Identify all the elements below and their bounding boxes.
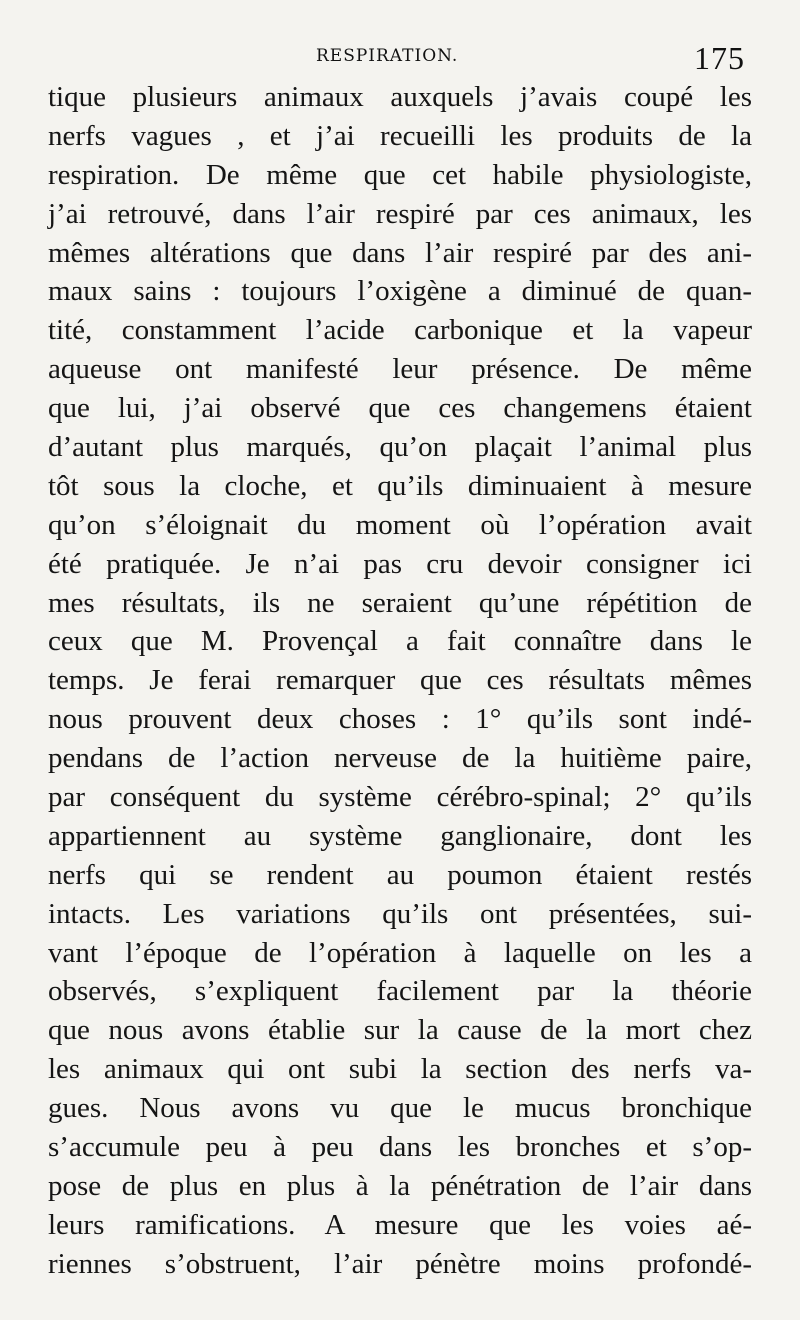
text-line: riennes s’obstruent, l’air pénètre moins profondé- [48, 1247, 752, 1280]
text-line: tôt sous la cloche, et qu’ils diminuaient à mesure [48, 469, 752, 502]
text-line: que nous avons établie sur la cause de la mort chez [48, 1014, 752, 1047]
text-line: s’accumule peu à peu dans les bronches et s’op- [48, 1131, 752, 1164]
text-line: que lui, j’ai observé que ces changemens étaient [48, 392, 752, 425]
text-line: tique plusieurs animaux auxquels j’avais coupé les [48, 81, 752, 113]
page-number: 175 [694, 40, 745, 76]
text-line: gues. Nous avons vu que le mucus bronchique [48, 1092, 752, 1125]
text-line: aqueuse ont manifesté leur présence. De même [48, 353, 752, 386]
running-head: RESPIRATION. [316, 46, 459, 66]
text-line: nerfs vagues , et j’ai recueilli les produits de la [48, 119, 752, 152]
text-line: vant l’époque de l’opération à laquelle on les a [48, 936, 752, 969]
text-line: leurs ramifications. A mesure que les voies aé- [48, 1208, 752, 1241]
text-line: pendans de l’action nerveuse de la huitième paire, [48, 742, 752, 775]
body-text [48, 78, 752, 1284]
text-line: appartiennent au système ganglionaire, dont les [48, 819, 752, 852]
text-line: les animaux qui ont subi la section des nerfs va- [48, 1053, 752, 1086]
text-line: respiration. De même que cet habile physiologiste, [48, 158, 752, 191]
text-line: intacts. Les variations qu’ils ont présentées, sui- [48, 897, 752, 930]
text-line: tité, constamment l’acide carbonique et la vapeur [48, 314, 752, 347]
text-line: nerfs qui se rendent au poumon étaient restés [48, 858, 752, 891]
text-line: par conséquent du système cérébro-spinal; 2° qu’ils [48, 781, 752, 814]
text-line: maux sains : toujours l’oxigène a diminué de quan- [48, 275, 752, 308]
text-line: nous prouvent deux choses : 1° qu’ils sont indé- [48, 703, 752, 736]
text-line: été pratiquée. Je n’ai pas cru devoir consigner ici [48, 547, 752, 580]
text-line: pose de plus en plus à la pénétration de l’air dans [48, 1169, 752, 1202]
text-line: temps. Je ferai remarquer que ces résultats mêmes [48, 664, 752, 697]
text-line: mes résultats, ils ne seraient qu’une répétition de [48, 586, 752, 619]
text-line: d’autant plus marqués, qu’on plaçait l’animal plus [48, 431, 752, 464]
text-line: qu’on s’éloignait du moment où l’opération avait [48, 508, 752, 541]
text-line: ceux que M. Provençal a fait connaître dans le [48, 625, 752, 658]
text-line: observés, s’expliquent facilement par la théorie [48, 975, 752, 1008]
text-line: mêmes altérations que dans l’air respiré par des ani- [48, 236, 752, 269]
text-line: j’ai retrouvé, dans l’air respiré par ces animaux, les [48, 197, 752, 230]
